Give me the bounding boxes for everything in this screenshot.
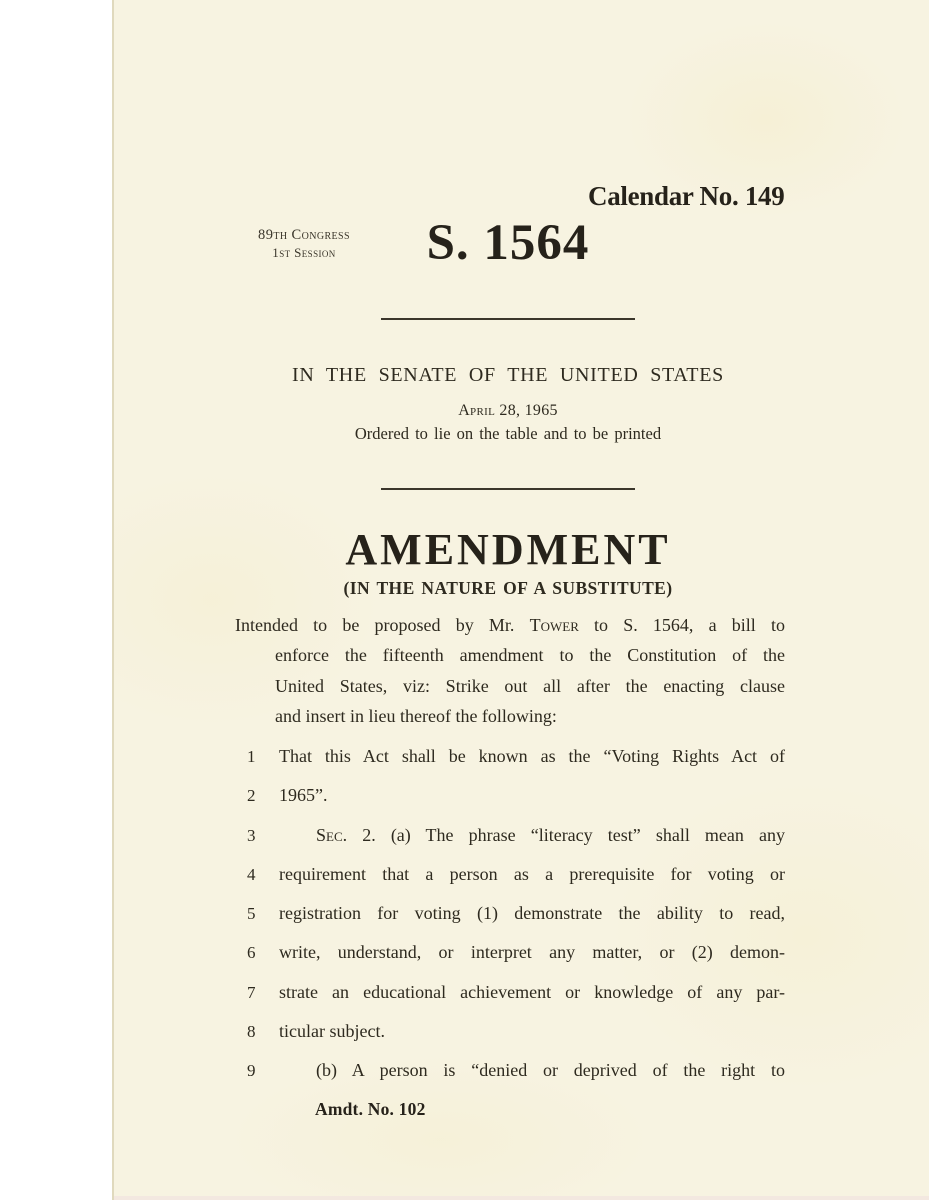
line-number: 1 bbox=[247, 747, 256, 766]
congress-label: 89th Congress bbox=[258, 227, 350, 243]
bill-line bbox=[235, 1051, 785, 1090]
line-number: 2 bbox=[247, 786, 256, 806]
preamble bbox=[235, 610, 785, 731]
order-note: Ordered to lie on the table and to be printed bbox=[354, 424, 662, 443]
session-label: 1st Session bbox=[272, 245, 336, 260]
amendment-subtitle: (IN THE NATURE OF A SUBSTITUTE) bbox=[343, 578, 673, 598]
preamble-line: United States, viz: Strike out all after the enacting clause bbox=[275, 675, 785, 696]
date-line: April 28, 1965 bbox=[458, 402, 558, 419]
line-text: (b) A person is “denied or deprived of the right to bbox=[316, 1060, 785, 1081]
bill-line bbox=[235, 1012, 785, 1051]
line-text: strate an educational achievement or knowledge of any par- bbox=[279, 981, 785, 1002]
amendment-number: Amdt. No. 102 bbox=[315, 1099, 426, 1119]
line-text: 1965”. bbox=[279, 785, 328, 806]
bill-line bbox=[235, 973, 785, 1012]
preamble-line: and insert in lieu thereof the following: bbox=[275, 705, 557, 726]
line-text: ticular subject. bbox=[279, 1021, 385, 1042]
document-page bbox=[112, 0, 929, 1200]
calendar-number: Calendar No. 149 bbox=[588, 181, 785, 211]
bill-line bbox=[235, 776, 785, 815]
line-number: 4 bbox=[247, 864, 256, 884]
text-column bbox=[235, 0, 785, 1200]
scan-bottom-edge bbox=[114, 1196, 929, 1200]
bill-line bbox=[235, 933, 785, 972]
sponsor-name: Tower bbox=[529, 615, 579, 635]
preamble-text: Intended to be proposed by Mr. bbox=[235, 615, 530, 635]
line-text: write, understand, or interpret any matter, or (2) demon- bbox=[279, 942, 785, 963]
line-number: 7 bbox=[247, 982, 256, 1002]
line-text-part: 2. (a) The phrase “literacy test” shall mean any bbox=[347, 824, 785, 845]
line-text: registration for voting (1) demonstrate the ability to read, bbox=[279, 903, 785, 924]
line-number: 8 bbox=[247, 1022, 256, 1042]
chamber-heading: IN THE SENATE OF THE UNITED STATES bbox=[292, 364, 724, 386]
bill-line bbox=[235, 737, 785, 776]
line-number: 9 bbox=[247, 1061, 256, 1081]
line-number: 6 bbox=[247, 943, 256, 963]
line-number: 5 bbox=[247, 904, 256, 924]
line-number: 3 bbox=[247, 825, 256, 845]
scan-margin bbox=[0, 0, 112, 1200]
section-label: Sec. bbox=[316, 824, 348, 845]
line-text: requirement that a person as a prerequisite for voting or bbox=[279, 863, 785, 884]
bill-line bbox=[235, 894, 785, 933]
preamble-text: to S. 1564, a bill to bbox=[578, 615, 785, 635]
bill-number: S. 1564 bbox=[426, 215, 590, 271]
line-text bbox=[279, 816, 785, 855]
preamble-line: enforce the fifteenth amendment to the Constitution of the bbox=[275, 645, 785, 666]
amendment-title: AMENDMENT bbox=[345, 525, 671, 574]
bill-line bbox=[235, 816, 785, 855]
bill-text bbox=[235, 737, 785, 1091]
bill-line bbox=[235, 855, 785, 894]
line-text: That this Act shall be known as the “Voting Rights Act of bbox=[279, 746, 785, 766]
preamble-line bbox=[235, 610, 785, 640]
